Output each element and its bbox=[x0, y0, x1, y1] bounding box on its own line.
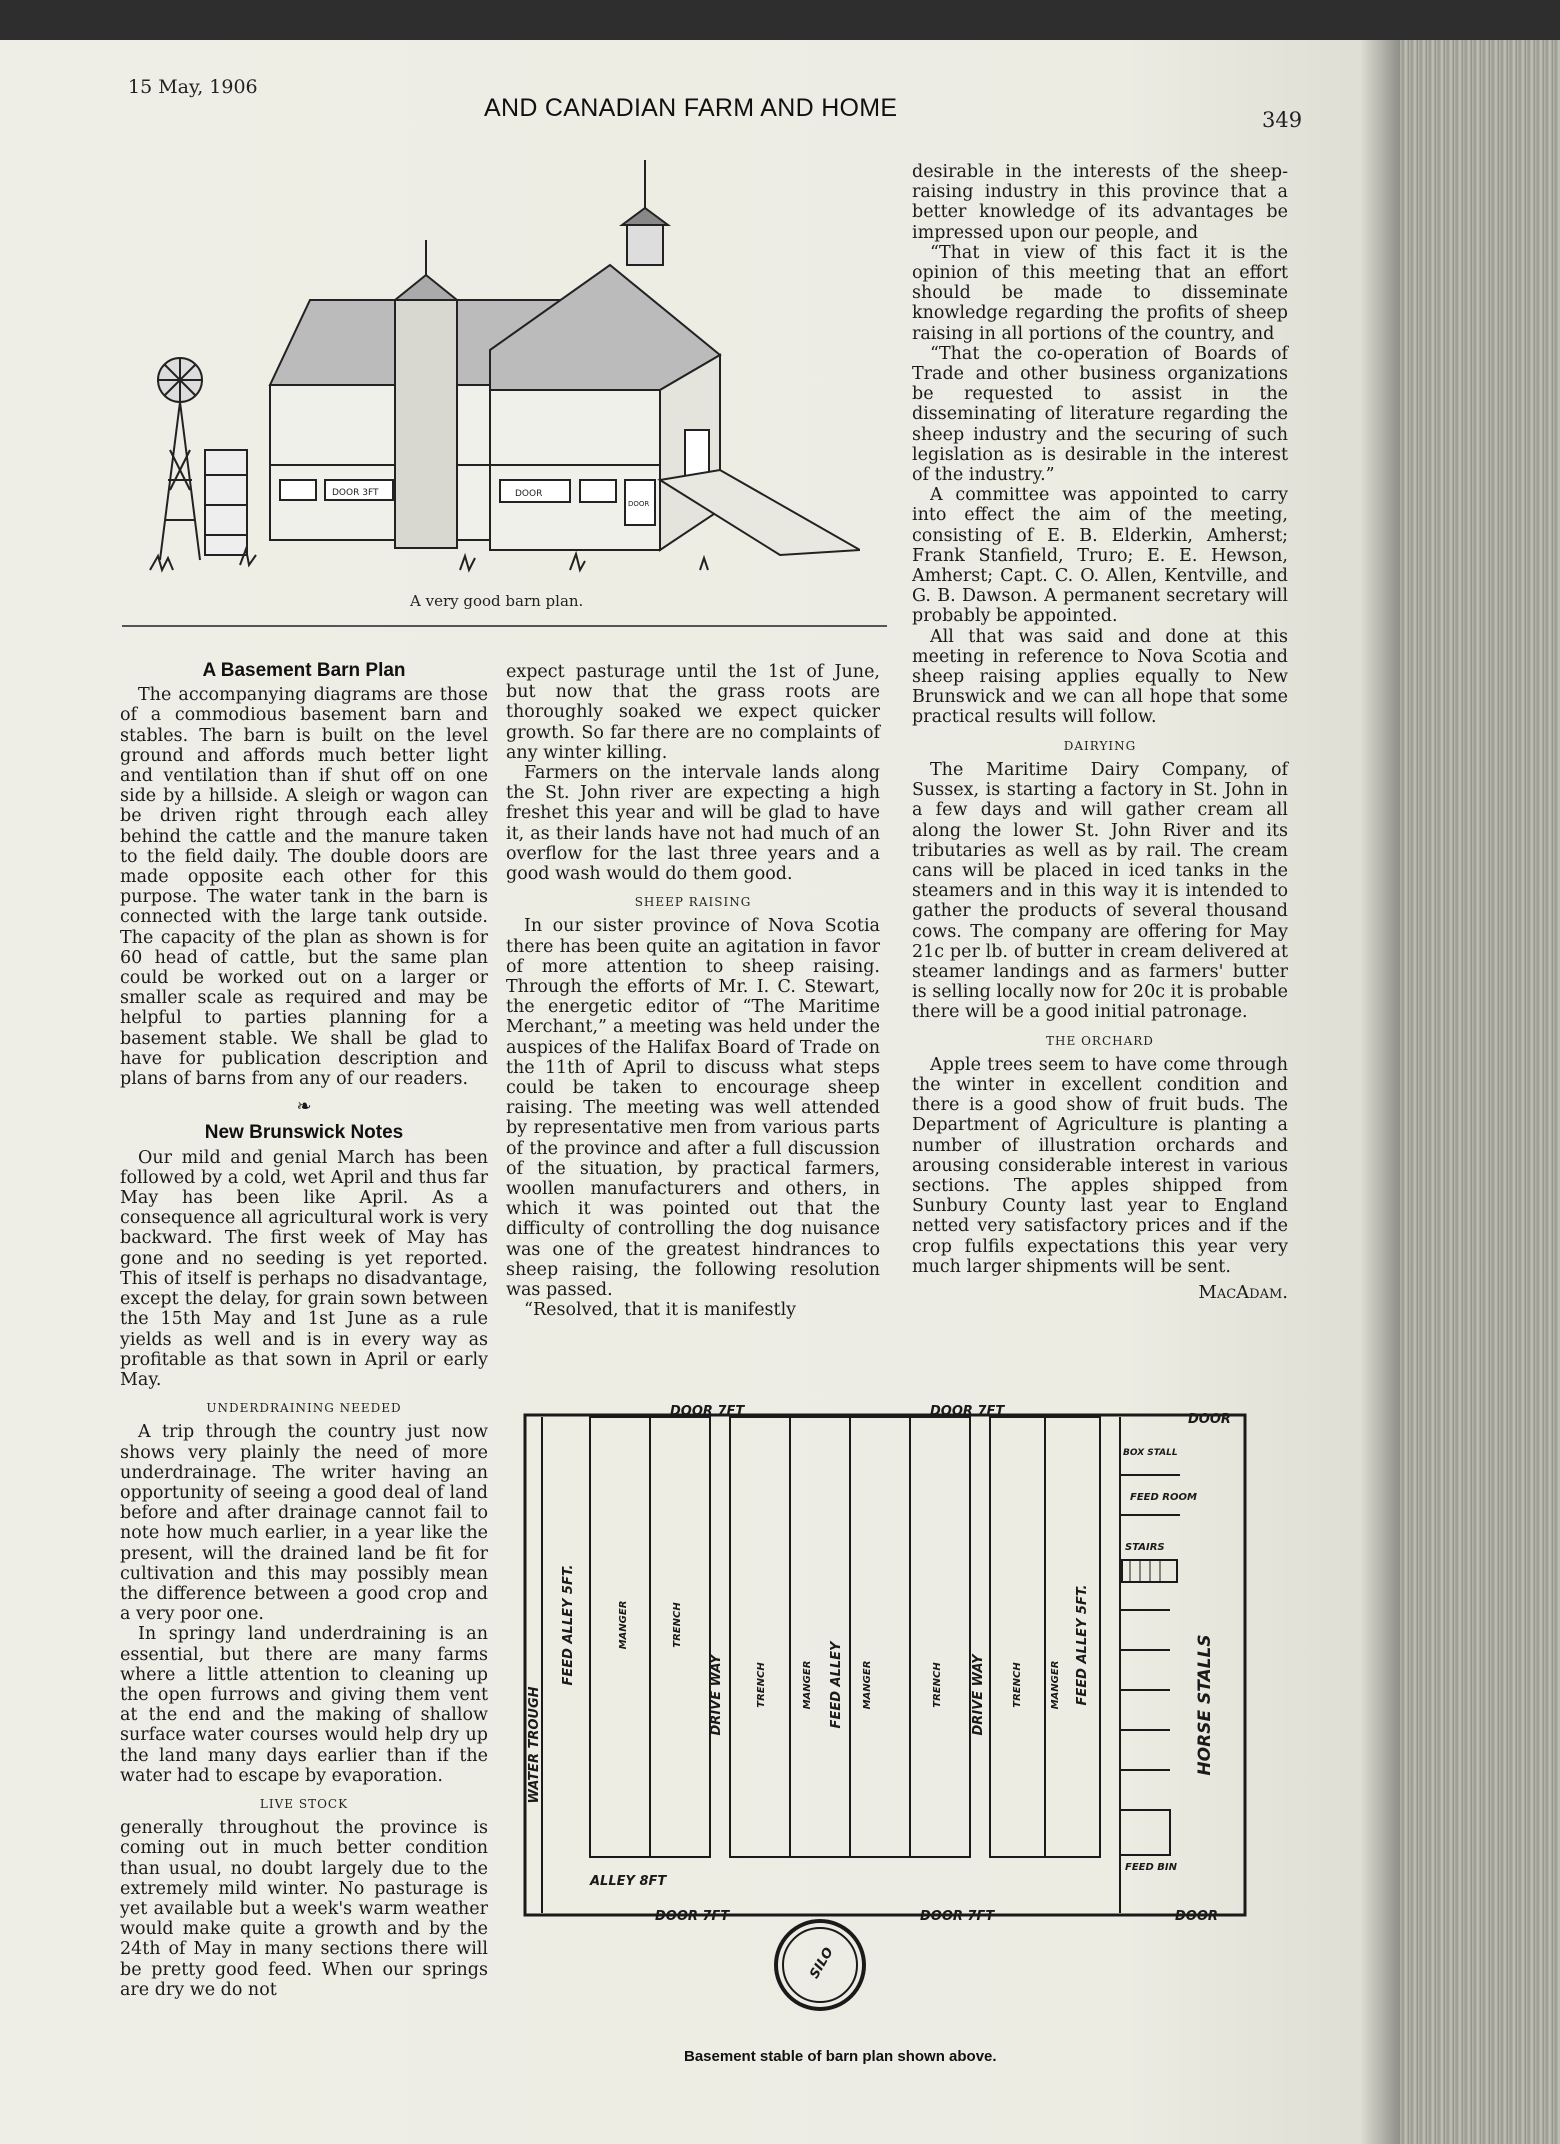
horse-stalls-label: HORSE STALLS bbox=[1195, 1634, 1215, 1776]
nb-p11: “That the co-operation of Boards of Trade and other business organizations be requested to assist in the disseminating of literature regarding the sheep industry and the securing of such legislation as is desirable in the interest of the industry.” bbox=[912, 343, 1288, 486]
livestock-heading: LIVE STOCK bbox=[259, 1796, 349, 1811]
door-label: DOOR 7FT bbox=[670, 1405, 745, 1419]
door-label: DOOR 7FT bbox=[930, 1405, 1005, 1419]
nb-p4: generally throughout the province is coming out in much better condition than usual, no doubt largely due to the extremely mild winter. No pasturage is yet available but a week's warm weather would make quite a growth and by the 24th of May in many sections there will be pretty good feed. When our springs are dry we do not bbox=[120, 1818, 488, 2000]
door-label: DOOR 7FT bbox=[920, 1909, 995, 1924]
windmill-icon bbox=[158, 358, 202, 560]
book-page-edges bbox=[1400, 40, 1560, 2144]
nb-p7: In our sister province of Nova Scotia there has been quite an agitation in favor of more attention to sheep raising. Through the efforts of Mr. I. C. Stewart, the energetic editor of “The Maritime Merchant,” a meeting was held under the auspices of the Halifax Board of Trade on the 11th of April to discuss what steps could be taken to encourage sheep raising. The meeting was well attended by representative men from various parts of the province and after a full discussion of the situation, by practical farmers, woollen manufacturers and others, in which it was pointed out that the difficulty of controlling the dog nuisance was one of the greatest hindrances to sheep raising, the following resolution was passed. bbox=[506, 916, 880, 1301]
water-trough-label: WATER TROUGH bbox=[527, 1686, 542, 1804]
alley-label: DRIVE WAY bbox=[971, 1654, 986, 1736]
nb-p2: A trip through the country just now shows very plainly the need of more underdrainage. The writer having an opportunity of seeing a good deal of land before and after drainage cannot fail to note how much earlier, in a year like the present, will the drained land be fit for cultivation and this may possibly mean the difference between a good crop and a very poor one. bbox=[120, 1422, 488, 1625]
column-1 bbox=[120, 655, 488, 2000]
door-label: DOOR 7FT bbox=[655, 1909, 730, 1924]
nb-p5: expect pasturage until the 1st of June, but now that the grass roots are thoroughly soaked we expect quicker growth. So far there are no complaints of any winter killing. bbox=[506, 662, 880, 763]
section-rule bbox=[122, 625, 887, 627]
box-stall-label: BOX STALL bbox=[1123, 1448, 1178, 1458]
nb-p8: “Resolved, that it is manifestly bbox=[524, 1300, 797, 1321]
nb-p12: A committee was appointed to carry into effect the aim of the meeting, consisting of E. B. Elderkin, Amherst; Frank Stanfield, Truro; E. E. Hewson, Amherst; Capt. C. O. Allen, Kentville, and G. B. Dawson. A permanent secretary will probably be appointed. bbox=[912, 485, 1288, 627]
underdraining-heading: UNDERDRAINING NEEDED bbox=[206, 1401, 402, 1416]
barn-door-label: DOOR 3FT bbox=[332, 488, 379, 498]
signature: MacAdam. bbox=[1198, 1281, 1288, 1303]
nb-p3: In springy land underdraining is an essential, but there are many farms where a little attention to cleaning up the open furrows and giving them vent at the end and the making of shallow surface water courses would help dry up the land many days earlier than if the water had to escape by evaporation. bbox=[120, 1624, 488, 1786]
silo-label: SILO bbox=[807, 1945, 837, 1982]
nb-p1: Our mild and genial March has been followed by a cold, wet April and thus far May has been like April. As a consequence all agricultural work is very backward. The first week of May has gone and no seeding is yet reported. This of itself is perhaps no disadvantage, except the delay, for grain sown between the 15th May and 1st June as a rule yields as well and is in every way as profitable as that sown in April or early May. bbox=[120, 1147, 488, 1390]
alley-label: MANGER bbox=[618, 1600, 629, 1650]
alley-label: DRIVE WAY bbox=[709, 1654, 724, 1736]
header-date: 15 May, 1906 bbox=[128, 76, 258, 98]
door-label: DOOR bbox=[1188, 1412, 1231, 1427]
nb-p9: desirable in the interests of the sheep-raising industry in this province that a better knowledge of its advantages be impressed upon our people, and bbox=[912, 162, 1288, 243]
nb-p10: “That in view of this fact it is the opinion of this meeting that an effort should be made to disseminate knowledge regarding the profits of sheep raising in all portions of the country, and bbox=[912, 242, 1288, 344]
alley-label: TRENCH bbox=[756, 1662, 767, 1708]
dairying-heading: DAIRYING bbox=[1063, 738, 1137, 753]
basement-floor-plan bbox=[520, 1405, 1260, 2045]
nb-p15: Apple trees seem to have come through the winter in excellent condition and there is a good show of fruit buds. The Department of Agriculture is planting a number of illustration orchards and arousing considerable interest in various sections. The apples shipped from Sunbury County last year to England netted very satisfactory prices and if the crop fulfils expectations this year very much larger shipments will be sent. bbox=[912, 1054, 1288, 1277]
alley-label: FEED ALLEY 5FT. bbox=[1075, 1584, 1090, 1706]
orchard-heading: THE ORCHARD bbox=[1046, 1033, 1154, 1048]
book-gutter bbox=[1360, 40, 1400, 2144]
alley-label: FEED ALLEY 5FT. bbox=[561, 1564, 576, 1686]
alley-label: TRENCH bbox=[932, 1662, 943, 1708]
alley-label: MANGER bbox=[1050, 1660, 1061, 1710]
nb-notes-heading: New Brunswick Notes bbox=[204, 1122, 404, 1144]
door-label: DOOR bbox=[1175, 1909, 1218, 1924]
stairs-label: STAIRS bbox=[1125, 1542, 1165, 1553]
nb-p14: The Maritime Dairy Company, of Sussex, is starting a factory in St. John in a few days and will gather cream all along the lower St. John River and its tributaries as well as by rail. The cream cans will be placed in iced tanks in the steamers and in this way it is intended to gather the products of several thousand cows. The company are offering for May 21c per lb. of butter in cream delivered at steamer landings and as farmers' butter is selling locally now for 20c it is probable there will be a good initial patronage. bbox=[912, 759, 1288, 1023]
water-tank-icon bbox=[205, 450, 247, 555]
barn-caption: A very good barn plan. bbox=[410, 592, 584, 610]
alley-label: TRENCH bbox=[1012, 1662, 1023, 1708]
column-3 bbox=[912, 162, 1288, 1303]
alley-label: FEED ALLEY bbox=[829, 1641, 844, 1729]
barn-door-label: DOOR bbox=[515, 489, 543, 499]
alley-label: TRENCH bbox=[672, 1602, 683, 1648]
basement-heading: A Basement Barn Plan bbox=[202, 660, 406, 681]
nb-p13: All that was said and done at this meeting in reference to Nova Scotia and sheep raising applies equally to New Brunswick and we can all hope that some practical results will follow. bbox=[912, 626, 1288, 728]
barn-door-label: DOOR bbox=[628, 500, 650, 508]
plan-caption: Basement stable of barn plan shown above. bbox=[684, 2048, 997, 2065]
fleuron-ornament-icon: ❧ bbox=[296, 1096, 312, 1118]
nb-p6: Farmers on the intervale lands along the St. John river are expecting a high freshet this year and will be glad to have it, as their lands have not had much of an overflow for the last three years and a good wash would do them good. bbox=[506, 763, 880, 885]
sheep-heading: SHEEP RAISING bbox=[634, 895, 752, 910]
page-number: 349 bbox=[1262, 108, 1303, 132]
basement-text: The accompanying diagrams are those of a commodious basement barn and stables. The barn is built on the level ground and affords much better light and ventilation than if shut off on one side by a hillside. A sleigh or wagon can be driven right through each alley behind the cattle and the manure taken to the field daily. The double doors are made opposite each other for this purpose. The water tank in the barn is connected with the large tank outside. The capacity of the plan as shown is for 60 head of cattle, but the same plan could be worked out on a larger or smaller scale as required and may be helpful to parties planning for a basement stable. We shall be glad to have for publication description and plans of barns from any of our readers. bbox=[120, 685, 488, 1090]
feed-bin-label: FEED BIN bbox=[1125, 1862, 1177, 1873]
header-title: AND CANADIAN FARM AND HOME bbox=[484, 94, 898, 122]
alley-8ft-label: ALLEY 8FT bbox=[590, 1874, 667, 1889]
column-2 bbox=[506, 662, 880, 1321]
alley-label: MANGER bbox=[802, 1660, 813, 1710]
feed-room-label: FEED ROOM bbox=[1130, 1492, 1197, 1503]
alley-label: MANGER bbox=[862, 1660, 873, 1710]
barn-illustration bbox=[140, 150, 860, 590]
